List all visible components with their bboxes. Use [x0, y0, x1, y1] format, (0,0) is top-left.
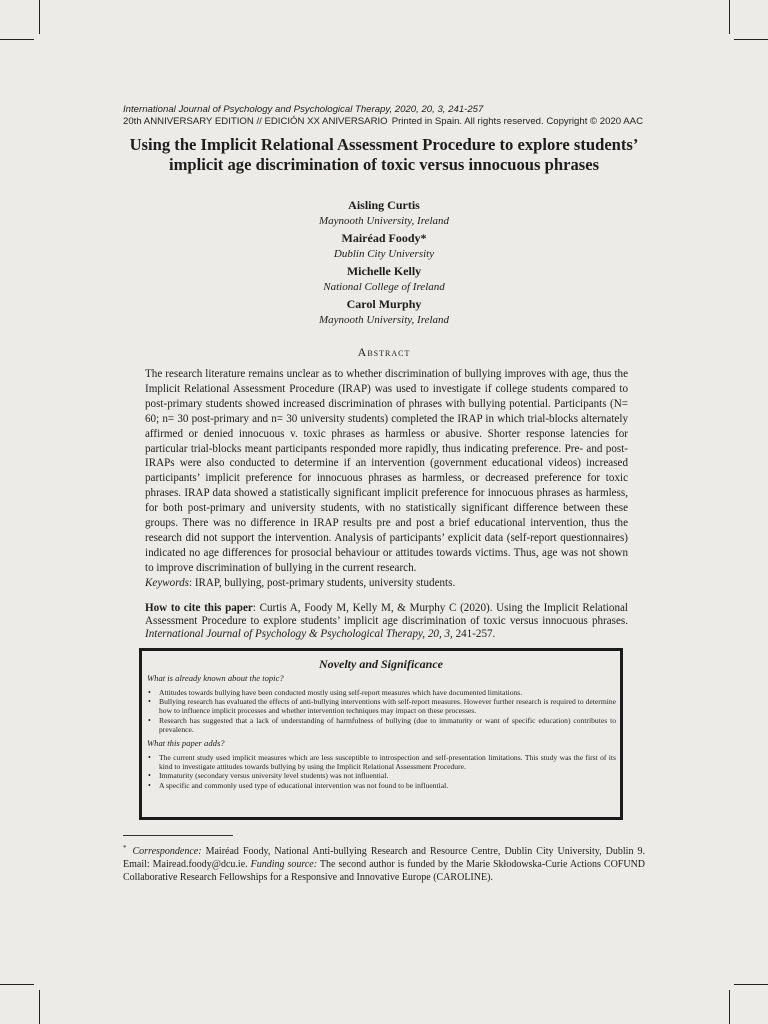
- novelty-box: [139, 648, 623, 820]
- keywords-label: Keywords: [145, 576, 189, 589]
- known-heading: What is already known about the topic?: [147, 673, 284, 683]
- edition-label: 20th ANNIVERSARY EDITION // EDICIÓN XX ANIVERSARIO: [123, 116, 388, 127]
- funding-label: Funding source:: [250, 859, 318, 870]
- abstract-body: [145, 367, 628, 591]
- list-item: • Attitudes towards bullying have been conducted mostly using self-report measures which have documented limitations.: [146, 688, 616, 697]
- paper-title: Using the Implicit Relational Assessment Procedure to explore students’ implicit age discrimination of toxic versus innocuous phrases: [129, 135, 639, 174]
- footnote-divider: [123, 835, 233, 836]
- list-item: • Bullying research has evaluated the effects of anti-bullying interventions with self-report measures. However further research is required to determine how to influence implicit processes and whether intervention techniques may impact on these processes.: [146, 697, 616, 715]
- citation-journal: International Journal of Psychology & Psychological Therapy, 20, 3,: [145, 628, 453, 641]
- abstract-heading: Abstract: [357, 345, 411, 359]
- list-item: • A specific and commonly used type of educational intervention was not found to be influential.: [146, 781, 616, 790]
- citation-block: [145, 602, 628, 642]
- author-affiliation: Dublin City University: [333, 248, 435, 260]
- footnote: [123, 842, 645, 884]
- funding-text: The second author is funded by the Marie Skłodowska-Curie Actions COFUND Collaborative Research Fellowships for a Responsive and Innovative Europe (CAROLINE).: [123, 859, 646, 883]
- known-list: [146, 688, 616, 734]
- author-name: Carol Murphy: [346, 297, 422, 311]
- author-name: Mairéad Foody*: [341, 231, 427, 245]
- list-item: • Research has suggested that a lack of understanding of harmfulness of bullying (due to immaturity or want of specific education) contributes to prevalence.: [146, 716, 616, 734]
- keywords: [145, 576, 628, 591]
- author-affiliation: Maynooth University, Ireland: [318, 215, 450, 227]
- author-affiliation: Maynooth University, Ireland: [318, 314, 450, 326]
- correspondence-label: Correspondence:: [132, 846, 202, 857]
- journal-citation: International Journal of Psychology and Psychological Therapy, 2020, 20, 3, 241-257: [123, 104, 484, 115]
- author-list: [150, 197, 618, 329]
- author-affiliation: National College of Ireland: [323, 281, 445, 293]
- novelty-title: Novelty and Significance: [319, 657, 443, 671]
- adds-list: [146, 753, 616, 790]
- citation-text: : Curtis A, Foody M, Kelly M, & Murphy C (2020). Using the Implicit Relational Assessment Procedure to explore students’ implicit age discrimination of toxic versus innocuous phrases.: [145, 602, 628, 628]
- footnote-mark: *: [123, 844, 127, 852]
- abstract-text: The research literature remains unclear as to whether discrimination of bullying improves with age, thus the Implicit Relational Assessment Procedure (IRAP) was used to investigate if college students compared to post-primary students showed increased discrimination of phrases with bullying potential. Participants (N= 60; n= 30 post-primary and n= 30 university students) completed the IRAP in which trial-blocks alternately affirmed or denied innocuous v. toxic phrases as harmless or abusive. Shorter response latencies for particular trial-blocks meant participants responded more rapidly, thus indicating preference. Pre- and post-IRAPs were also conducted to determine if an intervention (government educational videos) increased participants’ implicit preference for innocuous phrases as harmless, or decreased preference for toxic phrases. IRAP data showed a statistically significant implicit preference for innocuous phrases as harmless, for both post-primary and university students, with no statistically significant difference between these groups. There was no difference in IRAP results pre and post a brief educational intervention, thus the research did not support the intervention. Analysis of participants’ explicit data (self-report questionnaires) indicated no age differences for prosocial behaviour or attitudes towards victims. Thus, age was not shown to improve discrimination of bullying in the current research.: [145, 368, 628, 574]
- copyright-notice: Printed in Spain. All rights reserved. Copyright © 2020 AAC: [391, 116, 643, 127]
- keywords-list: : IRAP, bullying, post-primary students, university students.: [188, 576, 456, 589]
- adds-heading: What this paper adds?: [147, 738, 225, 749]
- list-item: • Immaturity (secondary versus university level students) was not influential.: [146, 771, 616, 780]
- list-item: • The current study used implicit measures which are less susceptible to introspection and self-presentation limitations. This study was the first of its kind to investigate attitudes towards bullying by using the Implicit Relational Assessment Procedure.: [146, 753, 616, 771]
- citation-pages: 241-257.: [452, 628, 496, 641]
- author-name: Aisling Curtis: [348, 198, 420, 212]
- journal-header: [123, 104, 643, 128]
- citation-label: How to cite this paper: [145, 602, 253, 614]
- author-name: Michelle Kelly: [346, 264, 422, 278]
- correspondence-text: Mairéad Foody, National Anti-bullying Research and Resource Centre, Dublin City University, Dublin 9. Email: Mairead.foody@dcu.ie.: [123, 846, 645, 870]
